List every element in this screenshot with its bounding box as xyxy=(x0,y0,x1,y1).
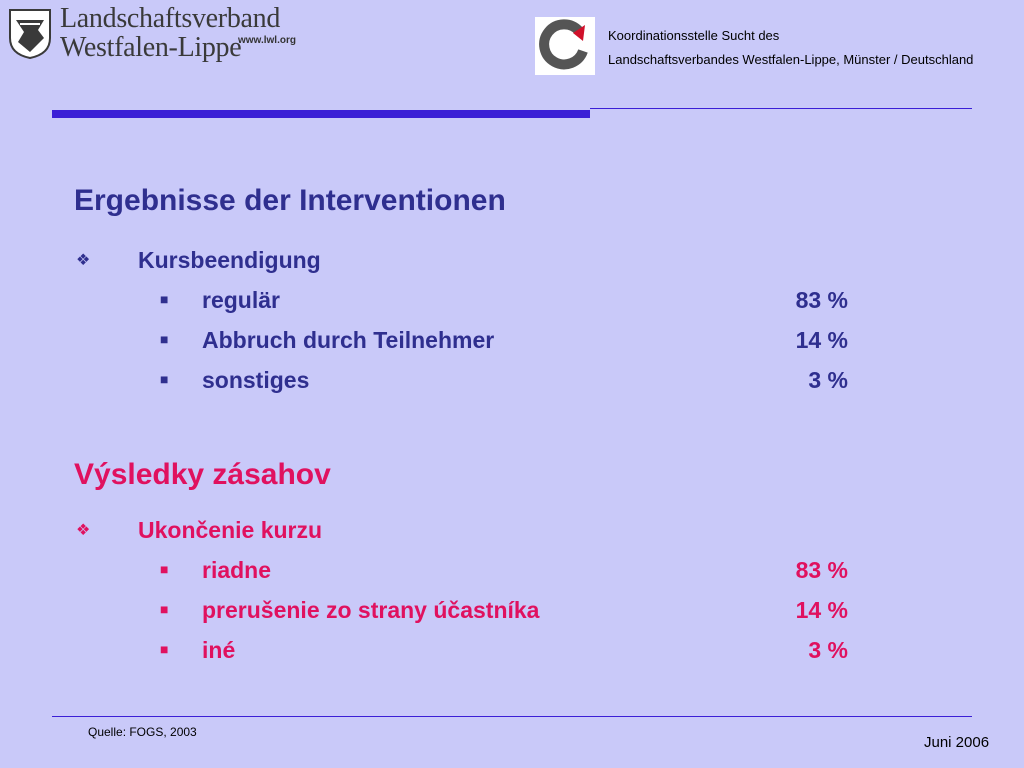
square-bullet-icon: ■ xyxy=(160,601,169,617)
slovak-row-label: prerušenie zo strany účastníka xyxy=(202,597,540,623)
source-note: Quelle: FOGS, 2003 xyxy=(88,725,197,739)
partner-caption xyxy=(608,24,973,72)
diamond-bullet-icon: ❖ xyxy=(76,522,91,539)
slovak-row-value: 83 % xyxy=(795,557,848,583)
header-rule-thin xyxy=(590,108,972,109)
footer-rule xyxy=(52,716,972,717)
org-name-line2: Westfalen-Lippe xyxy=(60,32,242,63)
org-url: www.lwl.org xyxy=(238,35,296,46)
german-row-label: sonstiges xyxy=(202,367,310,393)
german-row-value: 83 % xyxy=(795,287,848,313)
german-title: Ergebnisse der Interventionen xyxy=(74,184,506,217)
diamond-bullet-icon: ❖ xyxy=(76,252,91,269)
slovak-row-label: iné xyxy=(202,637,236,663)
square-bullet-icon: ■ xyxy=(160,641,169,657)
square-bullet-icon: ■ xyxy=(160,291,169,307)
slovak-row-value: 14 % xyxy=(795,597,848,623)
header-rule-thick xyxy=(52,110,590,118)
lwl-logo-icon xyxy=(8,8,52,60)
square-bullet-icon: ■ xyxy=(160,371,169,387)
german-row-label: regulär xyxy=(202,287,280,313)
partner-line1: Koordinationsstelle Sucht des xyxy=(608,28,780,43)
german-row-value: 14 % xyxy=(795,327,848,353)
partner-line2: Landschaftsverbandes Westfalen-Lippe, Münster / Deutschland xyxy=(608,52,974,67)
square-bullet-icon: ■ xyxy=(160,561,169,577)
circular-arrow-logo-icon xyxy=(535,17,595,75)
slovak-row-value: 3 % xyxy=(808,637,848,663)
org-name xyxy=(60,4,280,62)
german-group-label: Kursbeendigung xyxy=(138,247,321,273)
slovak-row-label: riadne xyxy=(202,557,272,583)
german-row-value: 3 % xyxy=(808,367,848,393)
slovak-title: Výsledky zásahov xyxy=(74,458,331,491)
footer-date: Juni 2006 xyxy=(924,734,990,751)
square-bullet-icon: ■ xyxy=(160,331,169,347)
org-name-line1: Landschaftsverband xyxy=(60,3,281,34)
slovak-group-label: Ukončenie kurzu xyxy=(138,517,323,543)
german-row-label: Abbruch durch Teilnehmer xyxy=(202,327,495,353)
